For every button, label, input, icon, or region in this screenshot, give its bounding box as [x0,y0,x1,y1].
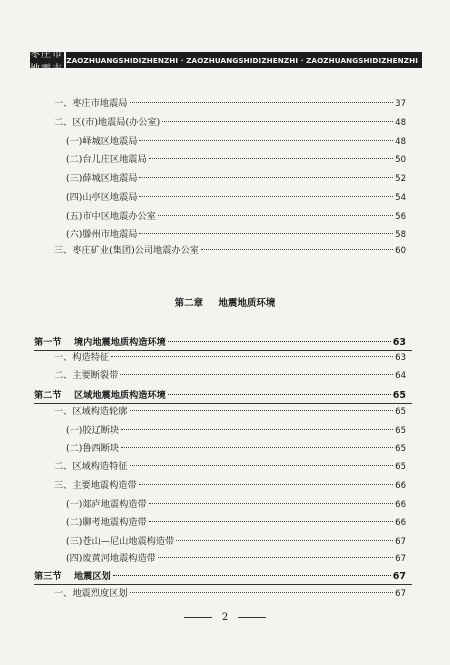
toc-entry-label: 一、枣庄市地震局 [54,98,128,109]
page-footer [0,612,450,623]
leader-dots [168,340,391,342]
toc-entry-label: 一、构造特征 [54,352,110,363]
leader-dots [139,139,393,141]
toc-entry [54,370,406,382]
toc-entry-label: 三、主要地震构造带 [54,480,137,491]
toc-entry [66,192,406,204]
toc-entry [54,98,406,110]
toc-entry-label: (一)郯庐地震构造带 [66,499,147,510]
chapter-number: 第二章 [174,298,204,309]
toc-entry [54,117,406,129]
toc-entry-label: (二)聊考地震构造带 [66,517,147,528]
toc-entry [54,352,406,364]
toc-section [34,571,406,583]
toc-entry-label: 区域地震地质构造环境 [74,390,166,401]
toc-entry [66,499,406,511]
leader-dots [158,556,393,558]
toc-entry-label: 二、区域构造特征 [54,461,128,472]
section-rule [34,403,412,404]
toc-entry-label: (一)胶辽断块 [66,425,120,436]
leader-dots [139,176,393,178]
toc-entry [66,211,406,223]
toc-section [34,337,406,349]
toc-section-number: 第二节 [34,390,62,401]
toc-entry-page: 48 [395,137,406,147]
toc-entry-page: 65 [395,462,406,472]
leader-dots [130,464,394,466]
toc-section-number: 第一节 [34,337,62,348]
toc-entry-label: 境内地震地质构造环境 [74,337,166,348]
toc-entry-page: 58 [395,230,406,240]
leader-dots [149,520,394,522]
toc-entry-page: 67 [395,554,406,564]
section-rule [34,350,412,351]
leader-dots [121,446,393,448]
toc-entry-page: 65 [395,426,406,436]
leader-dots [139,232,393,234]
toc-entry-label: (二)鲁西断块 [66,443,120,454]
toc-entry [66,136,406,148]
toc-entry-label: 二、主要断裂带 [54,370,119,381]
toc-entry [66,154,406,166]
toc-entry-label: 二、区(市)地震局(办公室) [54,117,161,128]
toc-entry [66,517,406,529]
toc-entry-page: 56 [395,212,406,222]
toc-entry-label: (四)山亭区地震局 [66,192,138,203]
toc-entry-page: 63 [392,337,406,348]
header-title: 枣庄市地震志 [30,52,66,68]
section-rule [34,584,412,585]
toc-entry-page: 65 [395,444,406,454]
toc-entry-label: (六)滕州市地震局 [66,229,138,240]
leader-dots [201,248,393,250]
toc-entry-page: 65 [392,390,406,401]
leader-dots [139,195,393,197]
leader-dots [149,502,394,504]
leader-dots [139,483,393,485]
toc-entry [66,425,406,437]
toc-entry-page: 52 [395,174,406,184]
toc-entry-page: 66 [395,481,406,491]
leader-dots [130,409,394,411]
toc-entry-page: 48 [395,118,406,128]
toc-entry [54,461,406,473]
footer-dash-right [238,617,266,618]
toc-entry-page: 64 [395,371,406,381]
toc-entry [66,229,406,241]
toc-entry [66,536,406,548]
toc-entry [54,480,406,492]
toc-entry-page: 67 [395,589,406,599]
toc-section [34,390,406,402]
toc-entry-page: 65 [395,407,406,417]
toc-entry-label: (五)市中区地震办公室 [66,211,156,222]
toc-entry-label: 三、枣庄矿业(集团)公司地震办公室 [54,245,199,256]
leader-dots [130,591,394,593]
running-header [30,49,422,75]
leader-dots [111,355,393,357]
toc-entry-page: 63 [395,353,406,363]
toc-entry-label: (四)废黄河地震构造带 [66,553,156,564]
toc-entry-label: 一、区域构造轮廓 [54,406,128,417]
toc-section-number: 第三节 [34,571,62,582]
page-number: 2 [221,612,229,623]
toc-entry-label: (三)薛城区地震局 [66,173,138,184]
toc-entry-label: (一)峄城区地震局 [66,136,138,147]
leader-dots [168,393,391,395]
leader-dots [130,101,394,103]
toc-entry-page: 66 [395,518,406,528]
toc-entry-page: 50 [395,155,406,165]
footer-dash-left [184,617,212,618]
toc-entry [66,173,406,185]
toc-entry-page: 54 [395,193,406,203]
toc-entry-page: 67 [392,571,406,582]
leader-dots [158,214,393,216]
toc-entry [54,406,406,418]
toc-entry-page: 37 [395,99,406,109]
toc-entry [54,245,406,257]
toc-entry-label: (三)苍山—尼山地震构造带 [66,536,175,547]
chapter-heading [0,295,450,309]
leader-dots [162,120,393,122]
leader-dots [113,574,391,576]
leader-dots [120,373,393,375]
toc-entry [66,443,406,455]
leader-dots [149,157,394,159]
toc-entry [54,588,406,600]
toc-entry-label: 一、地震烈度区划 [54,588,128,599]
toc-entry-page: 67 [395,537,406,547]
toc-entry-page: 60 [395,246,406,256]
toc-entry [66,553,406,565]
leader-dots [176,539,393,541]
leader-dots [121,428,393,430]
toc-entry-page: 66 [395,500,406,510]
header-banner: ZAOZHUANGSHIDIZHENZHI · ZAOZHUANGSHIDIZHENZHI · ZAOZHUANGSHIDIZHENZHI [66,55,418,65]
toc-entry-label: 地震区划 [74,571,111,582]
toc-entry-label: (二)台儿庄区地震局 [66,154,147,165]
chapter-title: 地震地质环境 [218,298,276,309]
